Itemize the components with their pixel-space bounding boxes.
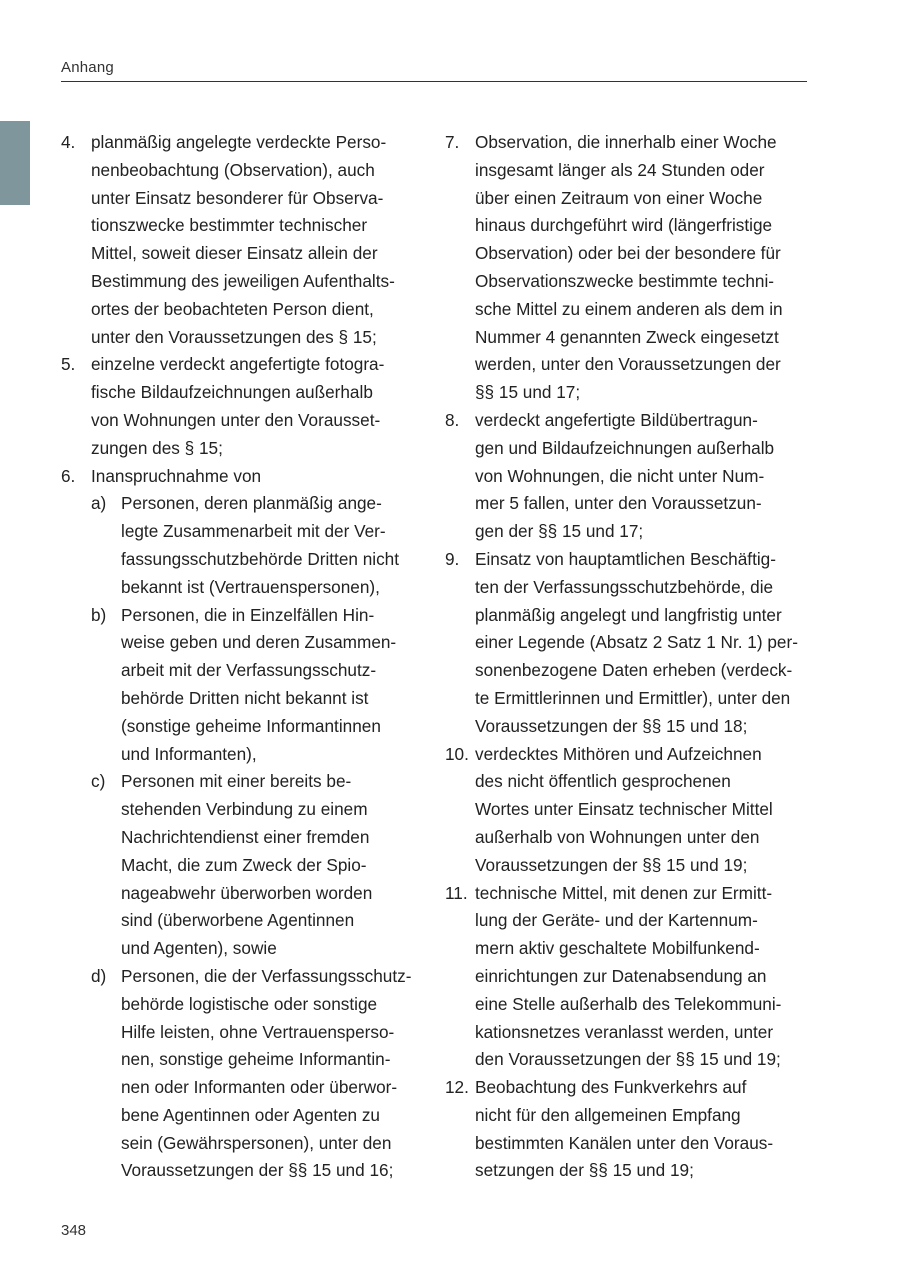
text-line: gen der §§ 15 und 17; bbox=[475, 521, 644, 542]
text-line: planmäßig angelegt und langfristig unter bbox=[475, 604, 782, 625]
text-line: Inanspruchnahme von bbox=[91, 465, 262, 486]
sublist-item-c bbox=[91, 768, 431, 963]
text-line: und Informanten), bbox=[121, 743, 257, 764]
item-number: 9. bbox=[445, 548, 460, 569]
sub-text bbox=[121, 602, 431, 769]
text-line: weise geben und deren Zusammen- bbox=[121, 632, 397, 653]
text-line: Mittel, soweit dieser Einsatz allein der bbox=[91, 243, 378, 264]
text-line: Macht, die zum Zweck der Spio- bbox=[121, 854, 367, 875]
text-line: behörde Dritten nicht bekannt ist bbox=[121, 687, 369, 708]
list-item-11 bbox=[445, 880, 815, 1075]
text-line: Observationszwecke bestimmte techni- bbox=[475, 270, 774, 291]
item-text bbox=[475, 407, 815, 546]
text-line: außerhalb von Wohnungen unter den bbox=[475, 826, 760, 847]
text-line: eine Stelle außerhalb des Telekommuni- bbox=[475, 993, 782, 1014]
text-line: werden, unter den Voraussetzungen der bbox=[475, 354, 781, 375]
text-line: nageabwehr überworben worden bbox=[121, 882, 373, 903]
text-line: setzungen der §§ 15 und 19; bbox=[475, 1160, 694, 1181]
text-line: zungen des § 15; bbox=[91, 437, 223, 458]
text-line: einer Legende (Absatz 2 Satz 1 Nr. 1) per- bbox=[475, 632, 798, 653]
text-line: Voraussetzungen der §§ 15 und 19; bbox=[475, 854, 748, 875]
list-item-10 bbox=[445, 741, 815, 880]
text-line: gen und Bildaufzeichnungen außerhalb bbox=[475, 437, 775, 458]
text-line: einzelne verdeckt angefertigte fotogra- bbox=[91, 354, 385, 375]
running-header bbox=[61, 57, 807, 82]
text-line: behörde logistische oder sonstige bbox=[121, 993, 378, 1014]
text-line: mer 5 fallen, unter den Voraussetzun- bbox=[475, 493, 762, 514]
item-text bbox=[475, 741, 815, 880]
text-line: insgesamt länger als 24 Stunden oder bbox=[475, 159, 765, 180]
text-line: ten der Verfassungsschutzbehörde, die bbox=[475, 576, 774, 597]
list-item-6 bbox=[61, 463, 431, 491]
text-line: Personen mit einer bereits be- bbox=[121, 771, 352, 792]
text-line: bene Agentinnen oder Agenten zu bbox=[121, 1104, 380, 1125]
text-line: sonenbezogene Daten erheben (verdeck- bbox=[475, 660, 793, 681]
text-line: nen oder Informanten oder überwor- bbox=[121, 1077, 398, 1098]
text-line: sind (überworbene Agentinnen bbox=[121, 910, 355, 931]
text-line: Bestimmung des jeweiligen Aufenthalts- bbox=[91, 270, 395, 291]
text-line: des nicht öffentlich gesprochenen bbox=[475, 771, 731, 792]
text-line: fassungsschutzbehörde Dritten nicht bbox=[121, 548, 400, 569]
sub-text bbox=[121, 490, 431, 601]
section-title: Anhang bbox=[61, 59, 114, 76]
right-column bbox=[445, 129, 815, 1185]
sub-letter: a) bbox=[91, 493, 107, 514]
text-line: §§ 15 und 17; bbox=[475, 382, 581, 403]
item-number: 8. bbox=[445, 409, 460, 430]
text-line: Hilfe leisten, ohne Vertrauensperso- bbox=[121, 1021, 395, 1042]
text-line: Einsatz von hauptamtlichen Beschäftig- bbox=[475, 548, 776, 569]
item-number: 11. bbox=[445, 882, 468, 903]
text-line: Observation) oder bei der besondere für bbox=[475, 243, 781, 264]
list-item-12 bbox=[445, 1074, 815, 1185]
text-line: tionszwecke bestimmter technischer bbox=[91, 215, 368, 236]
sub-text bbox=[121, 768, 431, 963]
text-line: fische Bildaufzeichnungen außerhalb bbox=[91, 382, 373, 403]
sub-letter: c) bbox=[91, 771, 106, 792]
list-item-4 bbox=[61, 129, 431, 351]
item-text bbox=[475, 880, 815, 1075]
sublist-item-b bbox=[91, 602, 431, 769]
item-number: 12. bbox=[445, 1077, 469, 1098]
text-line: kationsnetzes veranlasst werden, unter bbox=[475, 1021, 774, 1042]
list-item-9 bbox=[445, 546, 815, 741]
text-line: Voraussetzungen der §§ 15 und 16; bbox=[121, 1160, 394, 1181]
list-item-5 bbox=[61, 351, 431, 462]
item-number: 6. bbox=[61, 465, 76, 486]
sublist-item-a bbox=[91, 490, 431, 601]
text-line: über einen Zeitraum von einer Woche bbox=[475, 187, 763, 208]
text-line: nen, sonstige geheime Informantin- bbox=[121, 1049, 391, 1070]
item-number: 4. bbox=[61, 132, 76, 152]
list-item-7 bbox=[445, 129, 815, 407]
text-line: mern aktiv geschaltete Mobilfunkend- bbox=[475, 938, 760, 959]
item-text bbox=[91, 463, 431, 491]
text-line: te Ermittlerinnen und Ermittler), unter den bbox=[475, 687, 791, 708]
item-text bbox=[91, 129, 431, 351]
text-line: den Voraussetzungen der §§ 15 und 19; bbox=[475, 1049, 781, 1070]
text-line: unter den Voraussetzungen des § 15; bbox=[91, 326, 377, 347]
text-line: Beobachtung des Funkverkehrs auf bbox=[475, 1077, 747, 1098]
text-line: arbeit mit der Verfassungsschutz- bbox=[121, 660, 377, 681]
text-line: hinaus durchgeführt wird (längerfristige bbox=[475, 215, 773, 236]
item-text bbox=[475, 1074, 815, 1185]
text-line: von Wohnungen, die nicht unter Num- bbox=[475, 465, 765, 486]
text-line: stehenden Verbindung zu einem bbox=[121, 799, 368, 820]
item-number: 5. bbox=[61, 354, 76, 375]
text-line: sche Mittel zu einem anderen als dem in bbox=[475, 298, 783, 319]
item-text bbox=[91, 351, 431, 462]
text-line: nenbeobachtung (Observation), auch bbox=[91, 159, 375, 180]
text-line: Personen, die in Einzelfällen Hin- bbox=[121, 604, 375, 625]
text-line: sein (Gewährspersonen), unter den bbox=[121, 1132, 392, 1153]
text-line: bestimmten Kanälen unter den Voraus- bbox=[475, 1132, 774, 1153]
left-column bbox=[61, 129, 431, 1185]
sub-letter: b) bbox=[91, 604, 107, 625]
text-line: Nachrichtendienst einer fremden bbox=[121, 826, 370, 847]
item-text bbox=[475, 129, 815, 407]
text-line: planmäßig angelegte verdeckte Perso- bbox=[91, 132, 387, 152]
text-line: legte Zusammenarbeit mit der Ver- bbox=[121, 521, 386, 542]
text-line: und Agenten), sowie bbox=[121, 938, 277, 959]
sub-letter: d) bbox=[91, 965, 107, 986]
text-line: (sonstige geheime Informantinnen bbox=[121, 715, 381, 736]
text-line: lung der Geräte- und der Kartennum- bbox=[475, 910, 758, 931]
text-line: Wortes unter Einsatz technischer Mittel bbox=[475, 799, 773, 820]
page-number: 348 bbox=[61, 1222, 87, 1239]
item-number: 10. bbox=[445, 743, 469, 764]
text-line: bekannt ist (Vertrauenspersonen), bbox=[121, 576, 380, 597]
text-line: technische Mittel, mit denen zur Ermitt- bbox=[475, 882, 773, 903]
text-line: verdeckt angefertigte Bildübertragun- bbox=[475, 409, 758, 430]
chapter-tab-marker bbox=[0, 121, 30, 205]
text-line: einrichtungen zur Datenabsendung an bbox=[475, 965, 767, 986]
text-line: verdecktes Mithören und Aufzeichnen bbox=[475, 743, 762, 764]
sublist-item-d bbox=[91, 963, 431, 1185]
text-line: von Wohnungen unter den Vorausset- bbox=[91, 409, 381, 430]
list-item-8 bbox=[445, 407, 815, 546]
text-line: Observation, die innerhalb einer Woche bbox=[475, 132, 777, 152]
sub-text bbox=[121, 963, 431, 1185]
text-line: unter Einsatz besonderer für Observa- bbox=[91, 187, 384, 208]
text-line: ortes der beobachteten Person dient, bbox=[91, 298, 374, 319]
item-number: 7. bbox=[445, 132, 460, 152]
text-line: Voraussetzungen der §§ 15 und 18; bbox=[475, 715, 748, 736]
text-line: Personen, deren planmäßig ange- bbox=[121, 493, 382, 514]
text-line: Personen, die der Verfassungsschutz- bbox=[121, 965, 412, 986]
text-line: nicht für den allgemeinen Empfang bbox=[475, 1104, 741, 1125]
item-text bbox=[475, 546, 815, 741]
text-line: Nummer 4 genannten Zweck eingesetzt bbox=[475, 326, 779, 347]
sublist-6 bbox=[91, 490, 431, 1185]
